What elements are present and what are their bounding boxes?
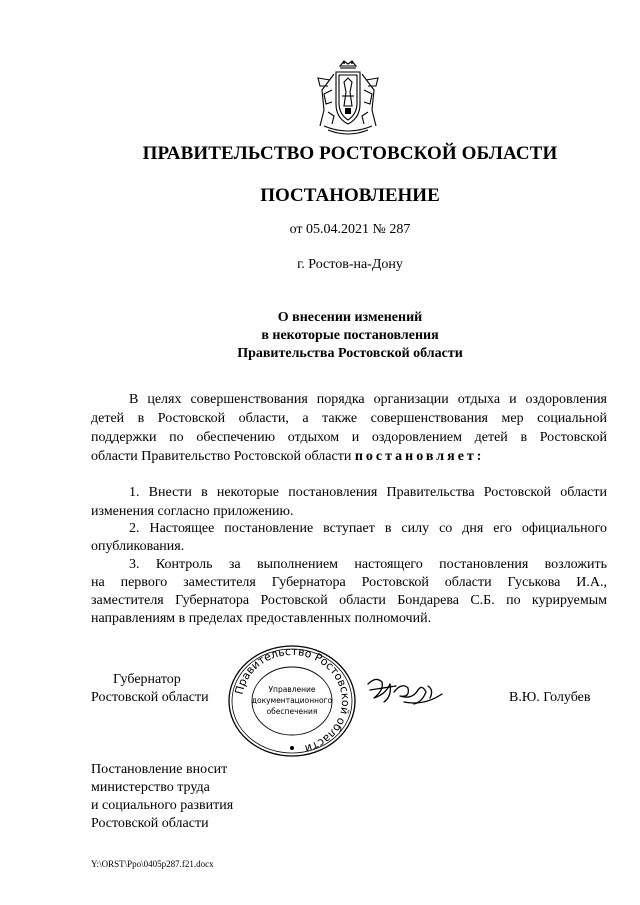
document-subject [0,309,640,363]
stamp-inner-text: документационного [251,696,333,705]
government-title: ПРАВИТЕЛЬСТВО РОСТОВСКОЙ ОБЛАСТИ [142,143,558,164]
stamp-inner-text: обеспечения [266,707,318,716]
subject-line: Правительства Ростовской области [237,346,463,361]
signer-position: Губернатор [113,672,181,687]
subject-line: в некоторые постановления [261,328,439,343]
item-1-line: изменения согласно приложению. [91,504,294,519]
file-path-footer: Y:\ORST\Ppo\0405p287.f21.docx [91,859,214,869]
item-2-line: опубликования. [91,539,185,554]
item-3-line: заместителя Губернатора Ростовской области Бондарева С.Б. по курируемым [91,593,607,608]
item-3-line: направлениям в пределах предоставленных полномочий. [91,611,432,626]
preamble-line: детей в Ростовской области, а также совершенствования мер социальной [91,411,607,426]
preamble-line [91,448,484,466]
document-type: ПОСТАНОВЛЕНИЕ [260,185,440,206]
item-3-line: 3. Контроль за выполнением настоящего постановления возложить [129,557,607,572]
item-3-line: на первого заместителя Губернатора Ростовской области Гуськова И.А., [91,575,607,590]
signer-position: Ростовской области [91,690,209,705]
submitted-by-line: Ростовской области [91,816,209,831]
decision-word: постановляет: [354,449,485,464]
stamp-inner-text: Управление [268,685,316,694]
preamble-line: поддержки по обеспечению отдыхом и оздоровлением детей в Ростовской [91,430,607,445]
document-date-number: от 05.04.2021 № 287 [289,222,411,237]
preamble-text: области Правительство Ростовской области [91,449,352,464]
signer-name: В.Ю. Голубев [509,690,591,705]
submitted-by-line: и социального развития [91,798,234,813]
submitted-by-line: министерство труда [91,780,210,795]
handwritten-signature [364,672,454,712]
submitted-by-line: Постановление вносит [91,762,228,777]
coat-of-arms-icon [314,60,382,138]
item-1-line: 1. Внести в некоторые постановления Правительства Ростовской области [129,485,607,500]
subject-line: О внесении изменений [277,310,423,325]
preamble-line: В целях совершенствования порядка организации отдыха и оздоровления [129,392,607,407]
item-2-line: 2. Настоящее постановление вступает в силу со дня его официального [129,521,607,536]
official-stamp [226,644,358,758]
document-city: г. Ростов-на-Дону [297,257,403,272]
stamp-ring-text: Правительство Ростовской области [232,644,353,756]
